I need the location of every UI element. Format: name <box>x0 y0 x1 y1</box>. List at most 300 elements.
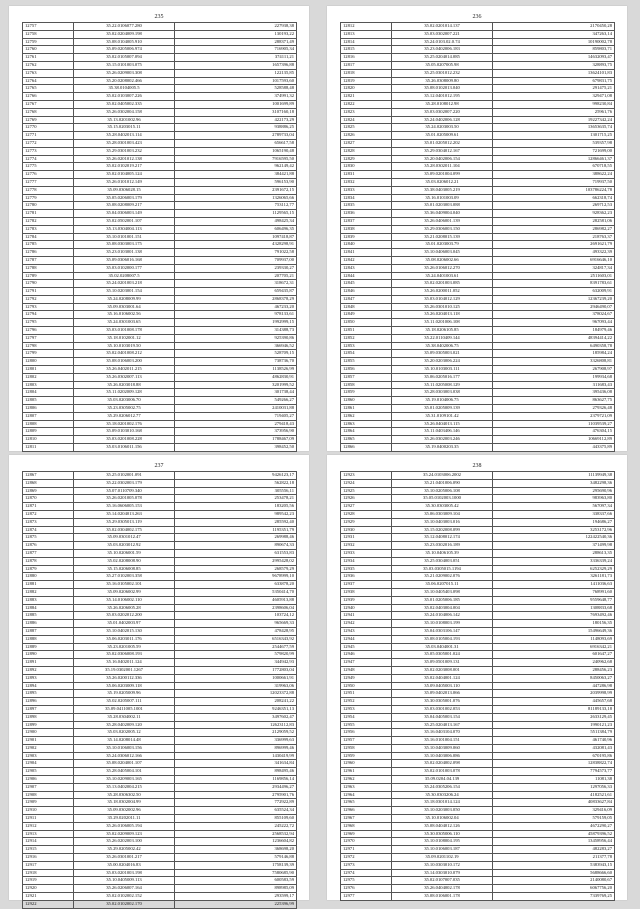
row-number-cell: 12768 <box>23 108 74 116</box>
code-cell: 35.28.0303003.038 <box>392 389 493 397</box>
code-cell: 35.14.0303010.079 <box>392 869 493 877</box>
table-row <box>23 444 297 452</box>
code-cell: 35.03.0202012.200 <box>74 612 175 620</box>
code-cell: 35.05.0206003.179 <box>74 194 175 202</box>
table-row <box>23 358 297 366</box>
row-number-cell: 12922 <box>23 900 74 908</box>
code-cell: 35.11.0201006.108 <box>392 319 493 327</box>
table-row <box>341 295 615 303</box>
table-row <box>23 69 297 77</box>
table-row <box>23 342 297 350</box>
row-number-cell: 12886 <box>23 620 74 628</box>
code-cell: 35.10.0106002.04 <box>392 815 493 823</box>
code-cell: 35.16.0101003.09 <box>392 194 493 202</box>
amount-cell: 978133,61 <box>175 311 297 319</box>
amount-cell: 7339769,25 <box>493 893 615 901</box>
row-number-cell: 12951 <box>341 690 392 698</box>
amount-cell: 2398606,04 <box>175 604 297 612</box>
amount-cell: 239330,27 <box>175 264 297 272</box>
table-row <box>23 651 297 659</box>
table-row <box>341 752 615 760</box>
row-number-cell: 12948 <box>341 666 392 674</box>
table-row <box>341 436 615 444</box>
row-number-cell: 12844 <box>341 272 392 280</box>
code-cell: 35.26.0209003.308 <box>74 69 175 77</box>
code-cell: 35.13.0201002.96 <box>74 116 175 124</box>
amount-cell: 1236604,82 <box>175 838 297 846</box>
amount-cell: 371499,98 <box>493 542 615 550</box>
row-number-cell: 12788 <box>23 264 74 272</box>
table-row <box>23 815 297 823</box>
table-row <box>341 280 615 288</box>
code-cell: 35.26.0204013.118 <box>392 311 493 319</box>
table-row <box>341 30 615 38</box>
row-number-cell: 12792 <box>23 295 74 303</box>
table-row <box>23 428 297 436</box>
code-cell: 35.16.0606005.153 <box>74 503 175 511</box>
row-number-cell: 12821 <box>341 93 392 101</box>
row-number-cell: 12953 <box>341 705 392 713</box>
code-cell: 35.10.0405403.098 <box>392 588 493 596</box>
table-row <box>341 178 615 186</box>
row-number-cell: 12834 <box>341 194 392 202</box>
code-cell: 35.09.0301012.47 <box>74 534 175 542</box>
row-number-cell: 12969 <box>341 830 392 838</box>
amount-cell: 596153,90 <box>175 178 297 186</box>
amount-cell: 395436,08 <box>493 389 615 397</box>
table-row <box>23 210 297 218</box>
table-row <box>341 705 615 713</box>
code-cell: 35.26.0106005.194 <box>74 822 175 830</box>
table-row <box>341 635 615 643</box>
row-number-cell: 12945 <box>341 643 392 651</box>
table-row <box>23 397 297 405</box>
code-cell: 35.03.0302007.220 <box>392 108 493 116</box>
row-number-cell: 12767 <box>23 100 74 108</box>
amount-cell: 1326065,66 <box>175 194 297 202</box>
row-number-cell: 12841 <box>341 249 392 257</box>
table-row <box>341 596 615 604</box>
row-number-cell: 12893 <box>23 674 74 682</box>
code-cell: 35.02.0304002.175 <box>74 526 175 534</box>
code-cell: 35.07.0110709.340 <box>74 487 175 495</box>
code-cell: 35.24.0208009.99 <box>74 295 175 303</box>
amount-cell: 288613,35 <box>493 549 615 557</box>
table-row <box>341 495 615 503</box>
amount-cell: 962149,42 <box>175 163 297 171</box>
code-cell: 35.26.0404013.115 <box>392 420 493 428</box>
table-row <box>341 768 615 776</box>
row-number-cell: 12975 <box>341 877 392 885</box>
code-cell: 35.15.0202008.099 <box>392 526 493 534</box>
code-cell: 35.02.0404001.124 <box>392 674 493 682</box>
table-row <box>23 249 297 257</box>
table-row <box>23 713 297 721</box>
amount-cell: 989542,23 <box>175 510 297 518</box>
amount-cell: 4605913,88 <box>175 596 297 604</box>
code-cell: 35.10.0106003.156 <box>74 744 175 752</box>
table-row <box>23 61 297 69</box>
row-number-cell: 12884 <box>23 604 74 612</box>
row-number-cell: 12942 <box>341 620 392 628</box>
code-cell: 35.01.0205012.202 <box>392 139 493 147</box>
row-number-cell: 12910 <box>23 807 74 815</box>
code-cell: 35.03.0201008.228 <box>74 436 175 444</box>
amount-cell: 3497602,47 <box>175 713 297 721</box>
code-cell: 35.01.0203003.088 <box>392 202 493 210</box>
amount-cell: 267908,97 <box>493 366 615 374</box>
amount-cell: 443375,89 <box>493 444 615 452</box>
table-row <box>23 487 297 495</box>
table-row <box>23 194 297 202</box>
table-row <box>23 108 297 116</box>
table-row <box>23 334 297 342</box>
table-row <box>23 100 297 108</box>
table-row <box>23 877 297 885</box>
row-number-cell: 12854 <box>341 350 392 358</box>
code-cell: 35.09.0302002.96 <box>74 807 175 815</box>
code-cell: 35.26.0301010.125 <box>392 303 493 311</box>
table-row <box>23 510 297 518</box>
table-row <box>341 46 615 54</box>
amount-cell: 528588,48 <box>175 85 297 93</box>
table-row <box>341 69 615 77</box>
table-row <box>341 666 615 674</box>
amount-cell: 305556,11 <box>175 487 297 495</box>
table-row <box>23 581 297 589</box>
amount-cell: 288371,49 <box>175 38 297 46</box>
code-cell: 35.30.0305001.076 <box>392 698 493 706</box>
code-cell: 35.21.0208015.139 <box>392 233 493 241</box>
amount-cell: 1195351,79 <box>175 526 297 534</box>
amount-cell: 3326808,81 <box>493 358 615 366</box>
code-cell: 35.08.0102013.040 <box>392 85 493 93</box>
code-cell: 35.09.0405003.110 <box>392 682 493 690</box>
table-row <box>341 783 615 791</box>
code-cell: 35.24.0301003.65 <box>74 319 175 327</box>
amount-cell: 5511384,79 <box>493 729 615 737</box>
amount-cell: 1000661,91 <box>175 674 297 682</box>
table-row <box>341 334 615 342</box>
row-number-cell: 12905 <box>23 768 74 776</box>
code-cell: 35.26.0101012.149 <box>74 178 175 186</box>
amount-cell: 10190002,78 <box>493 38 615 46</box>
table-row <box>341 830 615 838</box>
amount-cell: 122422540,36 <box>493 534 615 542</box>
table-row <box>341 303 615 311</box>
page-number: 235 <box>154 14 164 20</box>
table-row <box>341 893 615 901</box>
amount-cell: 709937,00 <box>175 256 297 264</box>
amount-cell: 7794573,77 <box>493 768 615 776</box>
row-number-cell: 12859 <box>341 389 392 397</box>
row-number-cell: 12929 <box>341 518 392 526</box>
row-number-cell: 12958 <box>341 744 392 752</box>
table-row <box>341 116 615 124</box>
table-row <box>23 783 297 791</box>
table-row <box>23 620 297 628</box>
code-cell: 35.28.0405004.101 <box>74 768 175 776</box>
amount-cell: 301738,44 <box>175 389 297 397</box>
table-row <box>341 659 615 667</box>
code-cell: 35.08.0404012.126 <box>392 822 493 830</box>
table-row <box>23 900 297 908</box>
row-number-cell: 12837 <box>341 217 392 225</box>
table-row <box>341 249 615 257</box>
row-number-cell: 12894 <box>23 682 74 690</box>
code-cell: 35.13.0304004.113 <box>74 225 175 233</box>
code-cell: 35.10.0108004.195 <box>392 838 493 846</box>
code-cell: 35.09.0402013.066 <box>392 690 493 698</box>
code-cell: 35.24.0103.02.0.74 <box>392 38 493 46</box>
amount-cell: 2511603,01 <box>493 272 615 280</box>
code-cell: 35.26.0406001.139 <box>392 217 493 225</box>
table-row <box>341 838 615 846</box>
table-row <box>341 542 615 550</box>
code-cell: 35.04.0303106.147 <box>392 627 493 635</box>
document-page <box>9 455 309 906</box>
amount-cell: 366946,52 <box>175 342 297 350</box>
table-row <box>23 311 297 319</box>
document-page <box>327 455 627 900</box>
code-cell: 35.16.0402011.124 <box>74 659 175 667</box>
amount-cell: 319963,06 <box>175 682 297 690</box>
code-cell: 35.01.0203003.79 <box>392 241 493 249</box>
amount-cell: 324817,34 <box>493 264 615 272</box>
table-row <box>341 791 615 799</box>
table-row <box>23 791 297 799</box>
table-row <box>23 690 297 698</box>
table-row <box>23 178 297 186</box>
row-number-cell: 12770 <box>23 124 74 132</box>
row-number-cell: 12847 <box>341 295 392 303</box>
code-cell: 35.02.0104005.124 <box>74 171 175 179</box>
amount-cell: 1129565,15 <box>175 210 297 218</box>
code-cell: 35.26.0201012.138 <box>74 155 175 163</box>
amount-cell: 719937,50 <box>493 178 615 186</box>
table-row <box>341 38 615 46</box>
amount-cell: 338337,66 <box>493 510 615 518</box>
amount-cell: 476304,15 <box>493 428 615 436</box>
table-row <box>341 186 615 194</box>
code-cell: 35.25.0304003.051 <box>392 557 493 565</box>
amount-cell: 12866461,37 <box>493 155 615 163</box>
row-number-cell: 12809 <box>23 428 74 436</box>
table-row <box>23 612 297 620</box>
table-row <box>341 132 615 140</box>
page-number: 236 <box>472 14 482 20</box>
amount-cell: 185984,24 <box>493 350 615 358</box>
row-number-cell: 12806 <box>23 405 74 413</box>
code-cell: 35.10.0101001.151 <box>74 233 175 241</box>
amount-cell: 373956,90 <box>175 428 297 436</box>
code-cell: 35.10.0206001.59 <box>74 549 175 557</box>
row-number-cell: 12831 <box>341 171 392 179</box>
amount-cell: 245222,72 <box>175 822 297 830</box>
code-cell: 35.14.0204013.263 <box>74 510 175 518</box>
amount-cell: 9559648,77 <box>493 596 615 604</box>
table-row <box>341 627 615 635</box>
code-cell: 35.24.0402006.128 <box>392 116 493 124</box>
amount-cell: 269988,46 <box>175 534 297 542</box>
row-number-cell: 12789 <box>23 272 74 280</box>
amount-cell: 768991,60 <box>493 588 615 596</box>
amount-cell: 384421,88 <box>175 171 297 179</box>
row-number-cell: 12799 <box>23 350 74 358</box>
row-number-cell: 12853 <box>341 342 392 350</box>
table-row <box>23 77 297 85</box>
code-cell: 35.08.0208009.217 <box>74 202 175 210</box>
code-cell: 35.08.0206002.66 <box>392 256 493 264</box>
amount-cell: 268579,29 <box>175 565 297 573</box>
amount-cell: 344942,93 <box>175 659 297 667</box>
amount-cell: 2379721,09 <box>493 412 615 420</box>
amount-cell: 2795901,76 <box>175 791 297 799</box>
amount-cell: 2391672,15 <box>175 186 297 194</box>
row-number-cell: 12803 <box>23 381 74 389</box>
row-number-cell: 12879 <box>23 565 74 573</box>
row-number-cell: 12862 <box>341 412 392 420</box>
table-row <box>23 327 297 335</box>
amount-cell: 539357,98 <box>493 139 615 147</box>
row-number-cell: 12840 <box>341 241 392 249</box>
code-cell: 35.03.0102000.177 <box>74 264 175 272</box>
code-cell: 35.09.0306028.15 <box>74 186 175 194</box>
amount-cell: 368698,20 <box>175 846 297 854</box>
table-row <box>341 444 615 452</box>
document-page <box>327 6 627 451</box>
amount-cell: 291475,21 <box>493 85 615 93</box>
code-cell: 35.29.0206012.77 <box>74 412 175 420</box>
table-row <box>341 233 615 241</box>
amount-cell: 3253172,96 <box>493 526 615 534</box>
code-cell: 35.10.0205006.108 <box>392 487 493 495</box>
table-row <box>341 256 615 264</box>
code-cell: 35.01.0205009.61 <box>392 132 493 140</box>
row-number-cell: 12891 <box>23 659 74 667</box>
amount-cell: 1001699,89 <box>175 100 297 108</box>
table-row <box>341 342 615 350</box>
table-row <box>341 822 615 830</box>
row-number-cell: 12820 <box>341 85 392 93</box>
row-number-cell: 12918 <box>23 869 74 877</box>
table-row <box>341 389 615 397</box>
table-row <box>23 807 297 815</box>
code-cell: 35.10.0405009.113 <box>74 877 175 885</box>
amount-cell: 184979,46 <box>493 327 615 335</box>
row-number-cell: 12802 <box>23 373 74 381</box>
table-row <box>23 854 297 862</box>
amount-cell: 562822,18 <box>175 479 297 487</box>
amount-cell: 772922,89 <box>175 799 297 807</box>
table-row <box>23 846 297 854</box>
code-cell: 35.26.0206005.28 <box>74 604 175 612</box>
code-cell: 35.15.0206008.85 <box>74 565 175 573</box>
amount-cell: 48394414,22 <box>493 334 615 342</box>
table-row <box>23 534 297 542</box>
amount-cell: 374111,21 <box>175 54 297 62</box>
table-row <box>23 596 297 604</box>
code-cell: 35.18.0201002.176 <box>74 420 175 428</box>
amount-cell: 890674,33 <box>175 542 297 550</box>
code-cell: 35.02.0107007.035 <box>392 877 493 885</box>
amount-cell: 12367239,20 <box>493 295 615 303</box>
code-cell: 35.08.0104005.910 <box>74 38 175 46</box>
table-row <box>341 288 615 296</box>
table-row <box>341 807 615 815</box>
code-cell: 35.03.0206012.21 <box>392 178 493 186</box>
amount-cell: 13624101,83 <box>493 69 615 77</box>
row-number-cell: 12851 <box>341 327 392 335</box>
row-number-cell: 12864 <box>341 428 392 436</box>
amount-cell: 227938,38 <box>175 23 297 31</box>
code-cell: 35.26.0202003.100 <box>74 838 175 846</box>
code-cell: 35.24.0305206.154 <box>392 783 493 791</box>
row-number-cell: 12779 <box>23 194 74 202</box>
amount-cell: 6916646,10 <box>493 256 615 264</box>
code-cell: 35.08.0106003.200 <box>74 358 175 366</box>
row-number-cell: 12832 <box>341 178 392 186</box>
table-row <box>341 311 615 319</box>
page-number: 238 <box>472 463 482 469</box>
code-cell: 35.06.0207015.11 <box>392 581 493 589</box>
amount-cell: 8391783,61 <box>493 280 615 288</box>
amount-cell: 928362,23 <box>493 210 615 218</box>
row-number-cell: 12920 <box>23 885 74 893</box>
code-cell: 35.25.0301012.232 <box>392 69 493 77</box>
code-cell: 35.18.0102001.12 <box>74 334 175 342</box>
row-number-cell: 12897 <box>23 705 74 713</box>
amount-cell: 998230,84 <box>493 100 615 108</box>
amount-cell: 12023372,88 <box>175 690 297 698</box>
table-row <box>341 225 615 233</box>
code-cell: 35.29.0301003.232 <box>74 147 175 155</box>
amount-cell: 6916342,21 <box>493 643 615 651</box>
code-cell: 35.06.0203011.176 <box>74 635 175 643</box>
amount-cell: 81189133,18 <box>493 705 615 713</box>
code-cell: 35.26.0200011.052 <box>392 288 493 296</box>
row-number-cell: 12790 <box>23 280 74 288</box>
table-row <box>341 155 615 163</box>
row-number-cell: 12935 <box>341 565 392 573</box>
row-number-cell: 12759 <box>23 38 74 46</box>
code-cell: 35.03.0104012.129 <box>392 295 493 303</box>
row-number-cell: 12769 <box>23 116 74 124</box>
code-cell: 35.29.0205002.42 <box>74 846 175 854</box>
code-cell: 35.12.0401012.195 <box>392 93 493 101</box>
code-cell: 35.10.0402015.130 <box>74 627 175 635</box>
table-row <box>23 682 297 690</box>
amount-cell: 493322,39 <box>493 249 615 257</box>
row-number-cell: 12835 <box>341 202 392 210</box>
amount-cell: 4862830,91 <box>175 373 297 381</box>
table-row <box>341 202 615 210</box>
row-number-cell: 12962 <box>341 776 392 784</box>
code-cell: 35.25.0204013.167 <box>392 721 493 729</box>
table-row <box>341 854 615 862</box>
table-row <box>23 830 297 838</box>
code-cell: 35.24.0306012.166 <box>74 752 175 760</box>
code-cell: 35.19.0302001.1267 <box>74 666 175 674</box>
amount-cell: 13458956,44 <box>493 838 615 846</box>
amount-cell: 898495,46 <box>175 768 297 776</box>
row-number-cell: 12836 <box>341 210 392 218</box>
row-number-cell: 12904 <box>23 760 74 768</box>
amount-cell: 791022,58 <box>175 249 297 257</box>
amount-cell: 925390,86 <box>175 334 297 342</box>
row-number-cell: 12952 <box>341 698 392 706</box>
table-row <box>23 116 297 124</box>
